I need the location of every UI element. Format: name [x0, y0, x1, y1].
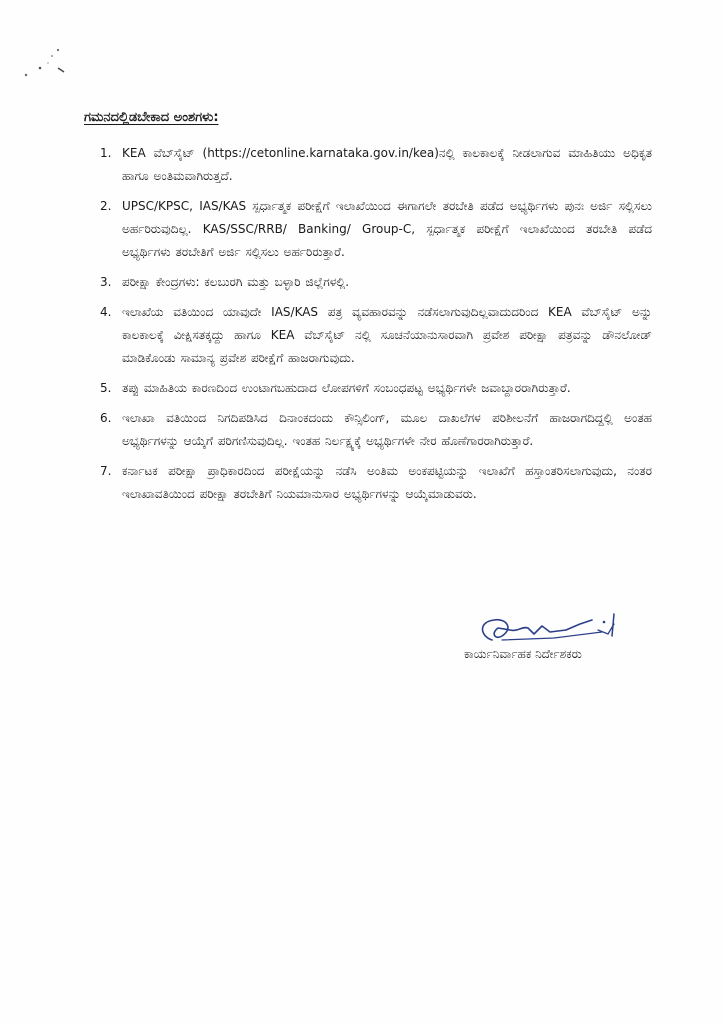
item-text: KEA ವೆಬ್‌ಸೈಟ್ (https://cetonline.karnataka.gov.in/kea)ನಲ್ಲಿ ಕಾಲಕಾಲಕ್ಕೆ ನೀಡಲಾಗುವ ಮಾಹಿತಿಯು ಅಧಿಕೃತ ಹಾಗೂ ಅಂತಿಮವಾಗಿರುತ್ತದೆ. — [122, 146, 652, 183]
item-text: UPSC/KPSC, IAS/KAS ಸ್ಪರ್ಧಾತ್ಮಕ ಪರೀಕ್ಷೆಗೆ ಇಲಾಖೆಯಿಂದ ಈಗಾಗಲೇ ತರಬೇತಿ ಪಡೆದ ಅಭ್ಯರ್ಥಿಗಳು ಪುನಃ ಅರ್ಜಿ ಸಲ್ಲಿಸಲು ಅರ್ಹರಿರುವುದಿಲ್ಲ. KAS/SSC/RRB/ Banking/ Group-C, ಸ್ಪರ್ಧಾತ್ಮಕ ಪರೀಕ್ಷೆಗೆ ಇಲಾಖೆಯಿಂದ ತರಬೇತಿ ಪಡೆದ ಅಭ್ಯರ್ಥಿಗಳು ತರಬೇತಿಗೆ ಅರ್ಜಿ ಸಲ್ಲಿಸಲು ಅರ್ಹರಿರುತ್ತಾರೆ. — [122, 199, 652, 259]
item-number: 3. — [100, 275, 112, 289]
item-number: 7. — [100, 464, 112, 478]
item-number: 5. — [100, 381, 112, 395]
item-text: ಇಲಾಖೆಯ ವತಿಯಿಂದ ಯಾವುದೇ IAS/KAS ಪತ್ರ ವ್ಯವಹಾರವನ್ನು ನಡೆಸಲಾಗುವುದಿಲ್ಲವಾದುದರಿಂದ KEA ವೆಬ್‌ಸೈಟ್ ಅನ್ನು ಕಾಲಕಾಲಕ್ಕೆ ವೀಕ್ಷಿಸತಕ್ಕದ್ದು ಹಾಗೂ KEA ವೆಬ್‌ಸೈಟ್ ನಲ್ಲಿ ಸೂಚನೆಯಾನುಸಾರವಾಗಿ ಪ್ರವೇಶ ಪರೀಕ್ಷಾ ಪತ್ರವನ್ನು ಡೌನಲೋಡ್ ಮಾಡಿಕೊಂಡು ಸಾಮಾನ್ಯ ಪ್ರವೇಶ ಪರೀಕ್ಷೆಗೆ ಹಾಜರಾಗುವುದು. — [122, 305, 652, 365]
item-text: ತಪ್ಪು ಮಾಹಿತಿಯ ಕಾರಣದಿಂದ ಉಂಟಾಗಬಹುದಾದ ಲೋಪಗಳಿಗೆ ಸಂಬಂಧಪಟ್ಟ ಅಭ್ಯರ್ಥಿಗಳೇ ಜವಾಬ್ದಾರರಾಗಿರುತ್ತಾರೆ. — [122, 381, 571, 395]
item-text: ಕರ್ನಾಟಕ ಪರೀಕ್ಷಾ ಪ್ರಾಧಿಕಾರದಿಂದ ಪರೀಕ್ಷೆಯನ್ನು ನಡೆಸಿ ಅಂತಿಮ ಅಂಕಪಟ್ಟಿಯನ್ನು ಇಲಾಖೆಗೆ ಹಸ್ತಾಂತರಿಸಲಾಗುವುದು, ನಂತರ ಇಲಾಖಾವತಿಯಿಂದ ಪರೀಕ್ಷಾ ತರಬೇತಿಗೆ ನಿಯಮಾನುಸಾರ ಅಭ್ಯರ್ಥಿಗಳನ್ನು ಆಯ್ಕೆಮಾಡುವರು. — [122, 464, 652, 501]
signatory-title: ಕಾರ್ಯನಿರ್ವಾಹಕ ನಿರ್ದೇಶಕರು — [464, 647, 582, 661]
list-item — [100, 271, 652, 294]
list-item — [100, 195, 652, 264]
points-list — [100, 142, 652, 513]
item-number: 1. — [100, 146, 112, 160]
scan-specks — [18, 42, 78, 87]
item-number: 4. — [100, 305, 112, 319]
list-item — [100, 407, 652, 453]
item-text: ಇಲಾಖಾ ವತಿಯಿಂದ ನಿಗದಿಪಡಿಸಿದ ದಿನಾಂಕದಂದು ಕೌನ್ಸಿಲಿಂಗ್, ಮೂಲ ದಾಖಲೆಗಳ ಪರಿಶೀಲನೆಗೆ ಹಾಜರಾಗದಿದ್ದಲ್ಲಿ ಅಂತಹ ಅಭ್ಯರ್ಥಿಗಳನ್ನು ಆಯ್ಕೆಗೆ ಪರಿಗಣಿಸುವುದಿಲ್ಲ. ಇಂತಹ ನಿರ್ಲಕ್ಷ್ಯಕ್ಕೆ ಅಭ್ಯರ್ಥಿಗಳೇ ನೇರ ಹೊಣೆಗಾರರಾಗಿರುತ್ತಾರೆ. — [122, 411, 652, 448]
list-item — [100, 301, 652, 370]
list-item — [100, 142, 652, 188]
item-text: ಪರೀಕ್ಷಾ ಕೇಂದ್ರಗಳು: ಕಲಬುರಗಿ ಮತ್ತು ಬಳ್ಳಾರಿ ಜಿಲ್ಲೆಗಳಲ್ಲಿ. — [122, 275, 350, 289]
list-item — [100, 460, 652, 506]
item-number: 6. — [100, 411, 112, 425]
list-item — [100, 377, 652, 400]
item-number: 2. — [100, 199, 112, 213]
page-heading: ಗಮನದಲ್ಲಿಡಬೇಕಾದ ಅಂಶಗಳು: — [84, 110, 219, 125]
